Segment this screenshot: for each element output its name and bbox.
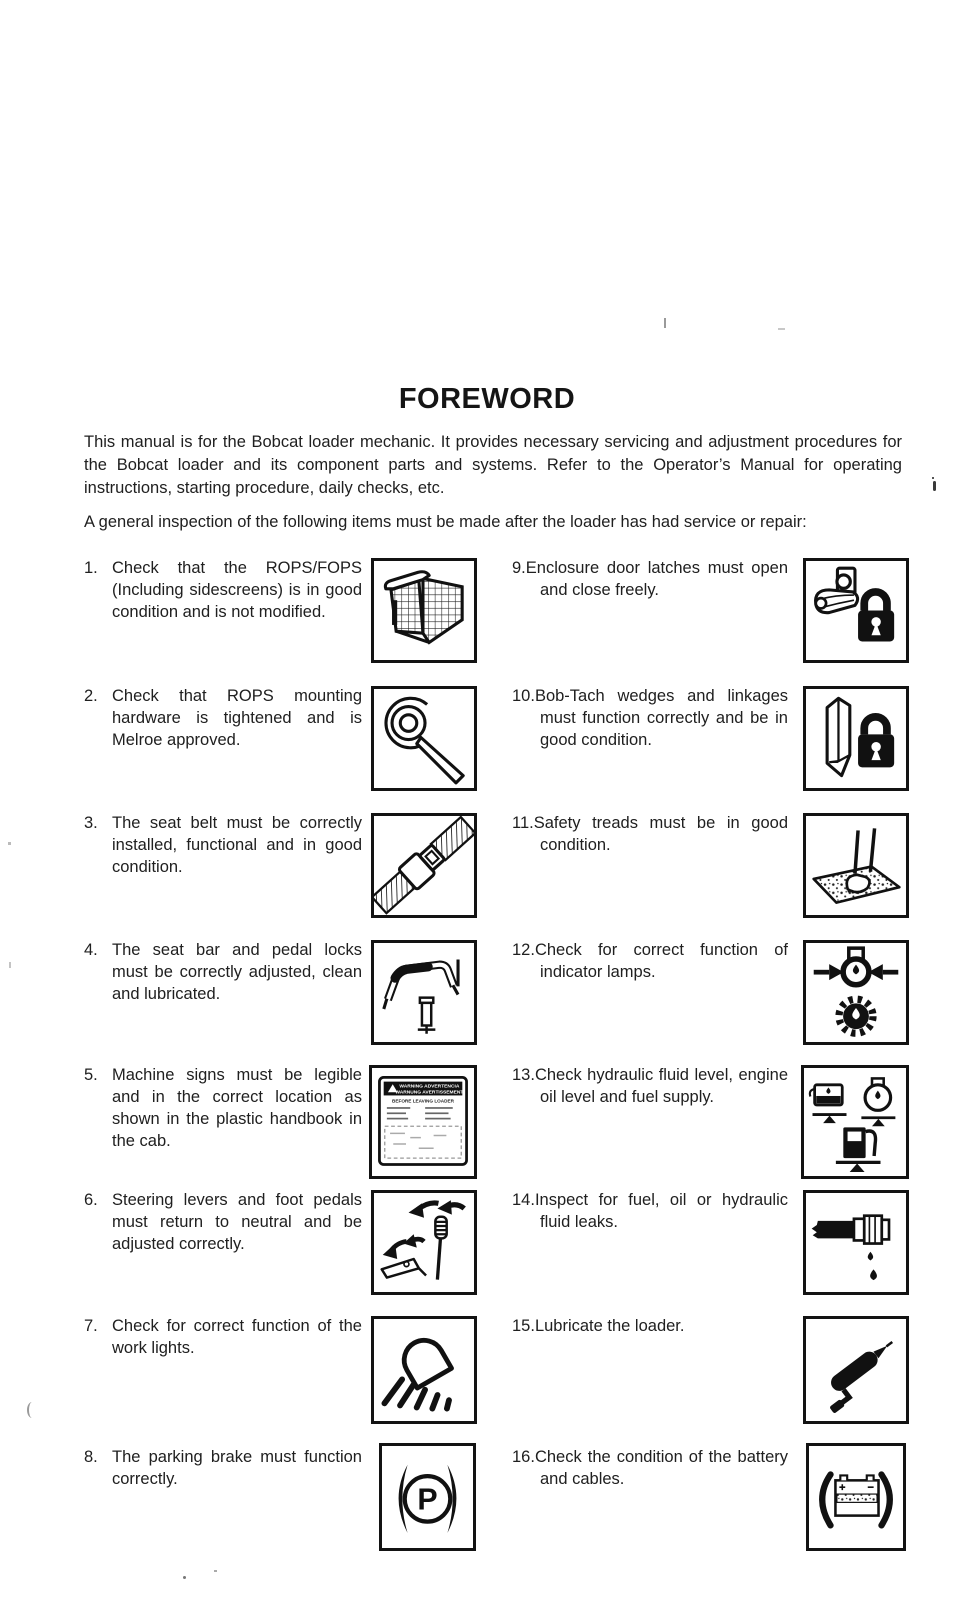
- item-number: 5.: [84, 1066, 98, 1084]
- wrench-nut-icon: [374, 689, 474, 788]
- item-number: 7.: [84, 1317, 98, 1335]
- checklist-item-7: [84, 1315, 362, 1359]
- item-text: Safety treads must be in good condition.: [533, 814, 788, 854]
- item-text: Check for correct function of the work lights.: [112, 1317, 362, 1357]
- checklist-item-12: [512, 939, 788, 983]
- item-number: 3.: [84, 814, 98, 832]
- item-text: Check the condition of the battery and cables.: [534, 1448, 788, 1488]
- item-text: Machine signs must be legible and in the correct location as shown in the plastic handbook in the cab.: [112, 1066, 362, 1150]
- checklist-item-14: [512, 1189, 788, 1233]
- icon-box-3: [371, 813, 477, 918]
- rops-cage-icon: [374, 561, 474, 660]
- item-text: Enclosure door latches must open and close freely.: [525, 559, 788, 599]
- item-text: Lubricate the loader.: [534, 1317, 685, 1335]
- item-number: 9.: [512, 559, 526, 577]
- seat-belt-icon: [374, 816, 474, 915]
- scan-artifact: [933, 481, 936, 491]
- item-number: 12.: [512, 941, 535, 959]
- item-number: 1.: [84, 559, 98, 577]
- work-light-icon: [374, 1319, 474, 1421]
- icon-box-7: [371, 1316, 477, 1424]
- item-text: Check hydraulic fluid level, engine oil level and fuel supply.: [534, 1066, 788, 1106]
- inspection-note: A general inspection of the following items must be made after the loader has had service or repair:: [84, 513, 807, 531]
- checklist-item-9: [512, 557, 788, 601]
- fluid-leak-icon: [806, 1193, 906, 1292]
- item-text: Check for correct function of indicator lamps.: [534, 941, 788, 981]
- door-latch-lock-icon: [806, 561, 906, 660]
- item-text: Bob-Tach wedges and linkages must function correctly and be in good condition.: [534, 687, 788, 749]
- intro-paragraph: This manual is for the Bobcat loader mechanic. It provides necessary servicing and adjustment procedures for the Bobcat loader and its component parts and systems. Refer to the Operator’s Manual for operating instructions, starting procedure, daily checks, etc.: [84, 433, 902, 497]
- item-text: The parking brake must function correctly.: [112, 1448, 362, 1488]
- checklist-item-15: [512, 1315, 788, 1337]
- seat-bar-icon: [374, 943, 474, 1042]
- icon-box-8: [379, 1443, 476, 1551]
- icon-box-4: [371, 940, 477, 1045]
- item-number: 13.: [512, 1066, 535, 1084]
- checklist-item-13: [512, 1064, 788, 1108]
- checklist-item-11: [512, 812, 788, 856]
- scan-artifact: [9, 962, 11, 968]
- icon-box-11: [803, 813, 909, 918]
- page-title: FOREWORD: [398, 383, 576, 415]
- item-text: Inspect for fuel, oil or hydraulic fluid leaks.: [534, 1191, 788, 1231]
- scan-artifact: [664, 318, 666, 328]
- bobtach-wedge-lock-icon: [806, 689, 906, 788]
- icon-box-14: [803, 1190, 909, 1295]
- warning-decal-icon: [372, 1068, 474, 1176]
- indicator-lamps-icon: [806, 943, 906, 1042]
- scan-artifact: [183, 1576, 186, 1579]
- scan-artifact: [778, 328, 785, 330]
- item-number: 11.: [512, 814, 534, 832]
- item-number: 6.: [84, 1191, 98, 1209]
- icon-box-1: [371, 558, 477, 663]
- icon-box-16: [806, 1443, 906, 1551]
- scan-artifact: [932, 477, 934, 479]
- item-text: Steering levers and foot pedals must return to neutral and be adjusted correctly.: [112, 1191, 362, 1253]
- decal-header-line1: WARNING ADVERTENCIA: [399, 1084, 460, 1090]
- scan-artifact: [27, 1402, 37, 1418]
- icon-box-12: [803, 940, 909, 1045]
- icon-box-10: [803, 686, 909, 791]
- decal-header-line2: WARNUNG AVERTISSEMENT: [395, 1090, 464, 1096]
- item-number: 16.: [512, 1448, 535, 1466]
- parking-symbol-letter: P: [417, 1483, 438, 1517]
- checklist-item-3: [84, 812, 362, 878]
- checklist-item-2: [84, 685, 362, 751]
- decal-subheader: BEFORE LEAVING LOADER: [392, 1098, 454, 1104]
- item-number: 2.: [84, 687, 98, 705]
- checklist-item-5: [84, 1064, 362, 1152]
- icon-box-6: [371, 1190, 477, 1295]
- checklist-item-1: [84, 557, 362, 623]
- scan-artifact: [8, 842, 11, 845]
- item-text: Check that ROPS mounting hardware is tightened and is Melroe approved.: [112, 687, 362, 749]
- item-text: Check that the ROPS/FOPS (Including sidescreens) is in good condition and is not modified.: [112, 559, 362, 621]
- icon-box-2: [371, 686, 477, 791]
- icon-box-9: [803, 558, 909, 663]
- icon-box-15: [803, 1316, 909, 1424]
- item-text: The seat bar and pedal locks must be correctly adjusted, clean and lubricated.: [112, 941, 362, 1003]
- icon-box-13: [801, 1065, 909, 1179]
- item-number: 8.: [84, 1448, 98, 1466]
- item-text: The seat belt must be correctly installed, functional and in good condition.: [112, 814, 362, 876]
- fluid-levels-icon: [804, 1068, 906, 1176]
- parking-brake-icon: [382, 1446, 473, 1548]
- checklist-item-10: [512, 685, 788, 751]
- battery-icon: [809, 1446, 903, 1548]
- scan-artifact: [214, 1570, 217, 1572]
- padlock: [858, 592, 894, 642]
- checklist-item-6: [84, 1189, 362, 1255]
- checklist-item-8: [84, 1446, 362, 1490]
- icon-box-5: [369, 1065, 477, 1179]
- item-number: 10.: [512, 687, 535, 705]
- checklist-item-4: [84, 939, 362, 1005]
- grease-gun-icon: [806, 1319, 906, 1421]
- item-number: 14.: [512, 1191, 535, 1209]
- safety-tread-icon: [806, 816, 906, 915]
- lever-pedal-icon: [374, 1193, 474, 1292]
- item-number: 15.: [512, 1317, 535, 1335]
- padlock: [858, 717, 894, 768]
- item-number: 4.: [84, 941, 98, 959]
- checklist-item-16: [512, 1446, 788, 1490]
